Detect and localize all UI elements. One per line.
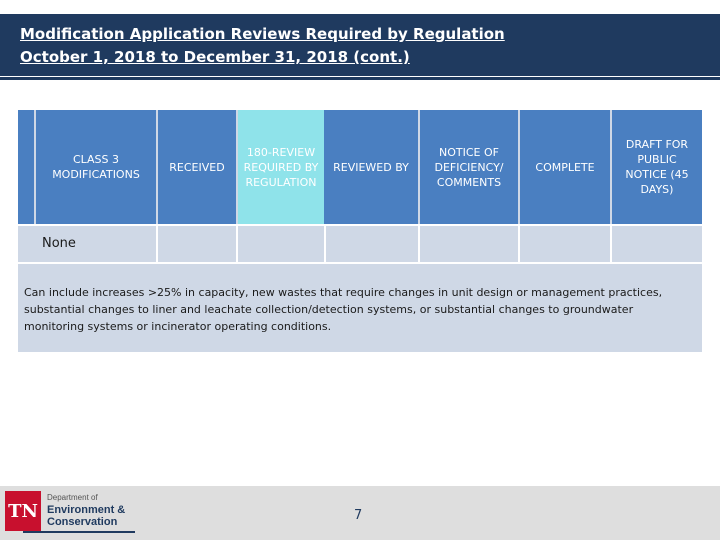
- class3-note: Can include increases >25% in capacity, new wastes that require changes in unit design or management practices, substantial changes to liner and leachate collection/detection systems, or substantial changes to groundwater monitoring systems or incinerator operating conditions.: [24, 286, 663, 333]
- col-header-received: [158, 110, 236, 224]
- col-header-class3: [36, 110, 156, 224]
- col-header-reviewed-by-label: REVIEWED BY: [333, 160, 409, 174]
- col-header-draft-public-notice: [612, 110, 702, 224]
- col-header-180-review: [238, 110, 324, 224]
- logo-underline: [23, 531, 135, 533]
- page-number: 7: [354, 508, 363, 523]
- header-divider: [0, 77, 720, 80]
- tdec-logo: [5, 491, 135, 535]
- slide-title: Modification Application Reviews Required by Regulation: [20, 25, 505, 43]
- slide-subtitle: October 1, 2018 to December 31, 2018 (cont.): [20, 48, 410, 66]
- row-label-none: None: [42, 236, 76, 251]
- logo-line-environment: Environment &: [47, 504, 126, 516]
- row-divider: [18, 262, 702, 264]
- col-header-complete-label: COMPLETE: [535, 160, 595, 174]
- col-divider: [236, 224, 238, 262]
- col-header-180-review-label: 180-REVIEW REQUIRED BY REGULATION: [243, 145, 319, 189]
- col-divider: [518, 224, 520, 262]
- col-header-notice-label: NOTICE OF DEFICIENCY/ COMMENTS: [434, 145, 504, 189]
- col-header-reviewed-by: [324, 110, 418, 224]
- col-header-draft-label: DRAFT FOR PUBLIC NOTICE (45 DAYS): [625, 138, 689, 196]
- col-divider: [324, 224, 326, 262]
- logo-line-conservation: Conservation: [47, 516, 118, 528]
- row-stub-header: [18, 110, 34, 224]
- col-header-received-label: RECEIVED: [169, 160, 225, 174]
- col-header-complete: [520, 110, 610, 224]
- col-header-notice-of-deficiency: [420, 110, 518, 224]
- col-divider: [610, 224, 612, 262]
- col-header-class3-label: CLASS 3 MODIFICATIONS: [52, 153, 140, 181]
- logo-line-department: Department of: [47, 493, 98, 502]
- row-divider: [18, 224, 702, 226]
- tn-logo-mark: TN: [5, 491, 41, 531]
- slide-header: [0, 14, 720, 76]
- col-divider: [418, 224, 420, 262]
- tdec-logo-text: [47, 492, 125, 528]
- col-divider: [156, 224, 158, 262]
